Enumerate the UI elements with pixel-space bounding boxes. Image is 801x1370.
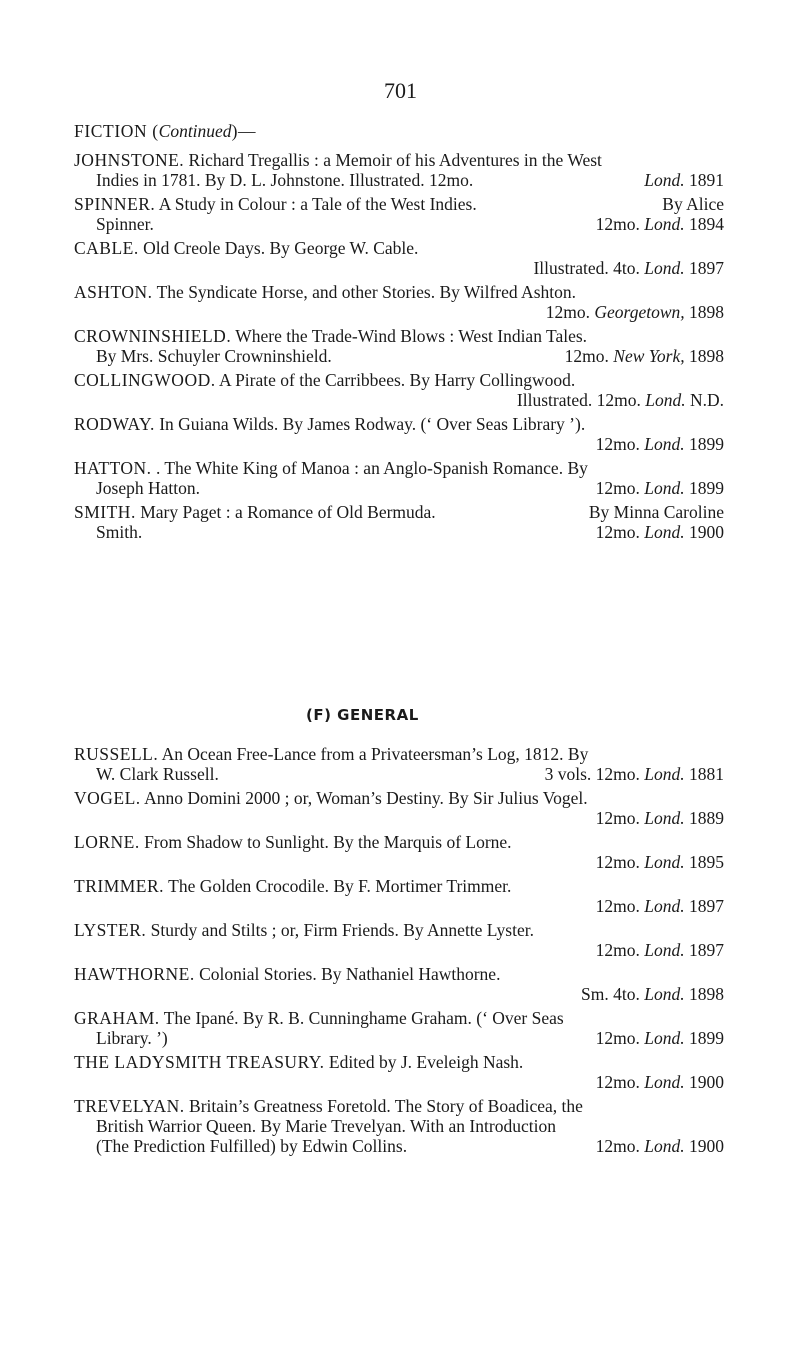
bibliography-entry: HAWTHORNE. Colonial Stories. By Nathaniel Hawthorne. Sm. 4to. Lond. 1898 bbox=[74, 964, 724, 1004]
bibliography-entry: TRIMMER. The Golden Crocodile. By F. Mortimer Trimmer. 12mo. Lond. 1897 bbox=[74, 876, 724, 916]
bibliography-entry: ASHTON. The Syndicate Horse, and other Stories. By Wilfred Ashton. 12mo. Georgetown, 1898 bbox=[74, 282, 724, 322]
bibliography-entry: TREVELYAN. Britain’s Greatness Foretold. The Story of Boadicea, the British Warrior Queen. By Marie Trevelyan. With an Introduction (The Prediction Fulfilled) by Edwin Collins. 12mo. Lond. 1900 bbox=[74, 1096, 724, 1156]
bibliography-entry: CROWNINSHIELD. Where the Trade-Wind Blows : West Indian Tales. By Mrs. Schuyler Crowninshield. 12mo. New York, 1898 bbox=[74, 326, 724, 366]
section-heading: FICTION (Continued)— bbox=[74, 121, 257, 141]
bibliography-entry: LYSTER. Sturdy and Stilts ; or, Firm Friends. By Annette Lyster. 12mo. Lond. 1897 bbox=[74, 920, 724, 960]
bibliography-entry: RUSSELL. An Ocean Free-Lance from a Privateersman’s Log, 1812. By W. Clark Russell. 3 vols. 12mo. Lond. 1881 bbox=[74, 744, 724, 784]
bibliography-entry: THE LADYSMITH TREASURY. Edited by J. Eveleigh Nash. 12mo. Lond. 1900 bbox=[74, 1052, 724, 1092]
bibliography-entry: SMITH. Mary Paget : a Romance of Old Bermuda. By Minna Caroline Smith. 12mo. Lond. 1900 bbox=[74, 502, 724, 542]
bibliography-entry: JOHNSTONE. Richard Tregallis : a Memoir of his Adventures in the West Indies in 1781. By D. L. Johnstone. Illustrated. 12mo. Lond. 1891 bbox=[74, 150, 724, 190]
page-number: 701 bbox=[384, 78, 417, 103]
subsection-heading: (F) GENERAL bbox=[306, 706, 419, 724]
bibliography-entry: SPINNER. A Study in Colour : a Tale of the West Indies. By Alice Spinner. 12mo. Lond. 1894 bbox=[74, 194, 724, 234]
bibliography-entry: GRAHAM. The Ipané. By R. B. Cunninghame Graham. (‘ Over Seas Library. ’) 12mo. Lond. 1899 bbox=[74, 1008, 724, 1048]
bibliography-entry: HATTON. . The White King of Manoa : an Anglo-Spanish Romance. By Joseph Hatton. 12mo. Lond. 1899 bbox=[74, 458, 724, 498]
bibliography-entry: VOGEL. Anno Domini 2000 ; or, Woman’s Destiny. By Sir Julius Vogel. 12mo. Lond. 1889 bbox=[74, 788, 724, 828]
bibliography-entry: CABLE. Old Creole Days. By George W. Cable. Illustrated. 4to. Lond. 1897 bbox=[74, 238, 724, 278]
bibliography-entry: RODWAY. In Guiana Wilds. By James Rodway. (‘ Over Seas Library ’). 12mo. Lond. 1899 bbox=[74, 414, 724, 454]
bibliography-entry: LORNE. From Shadow to Sunlight. By the Marquis of Lorne. 12mo. Lond. 1895 bbox=[74, 832, 724, 872]
bibliography-entry: COLLINGWOOD. A Pirate of the Carribbees. By Harry Collingwood. Illustrated. 12mo. Lond. N.D. bbox=[74, 370, 724, 410]
